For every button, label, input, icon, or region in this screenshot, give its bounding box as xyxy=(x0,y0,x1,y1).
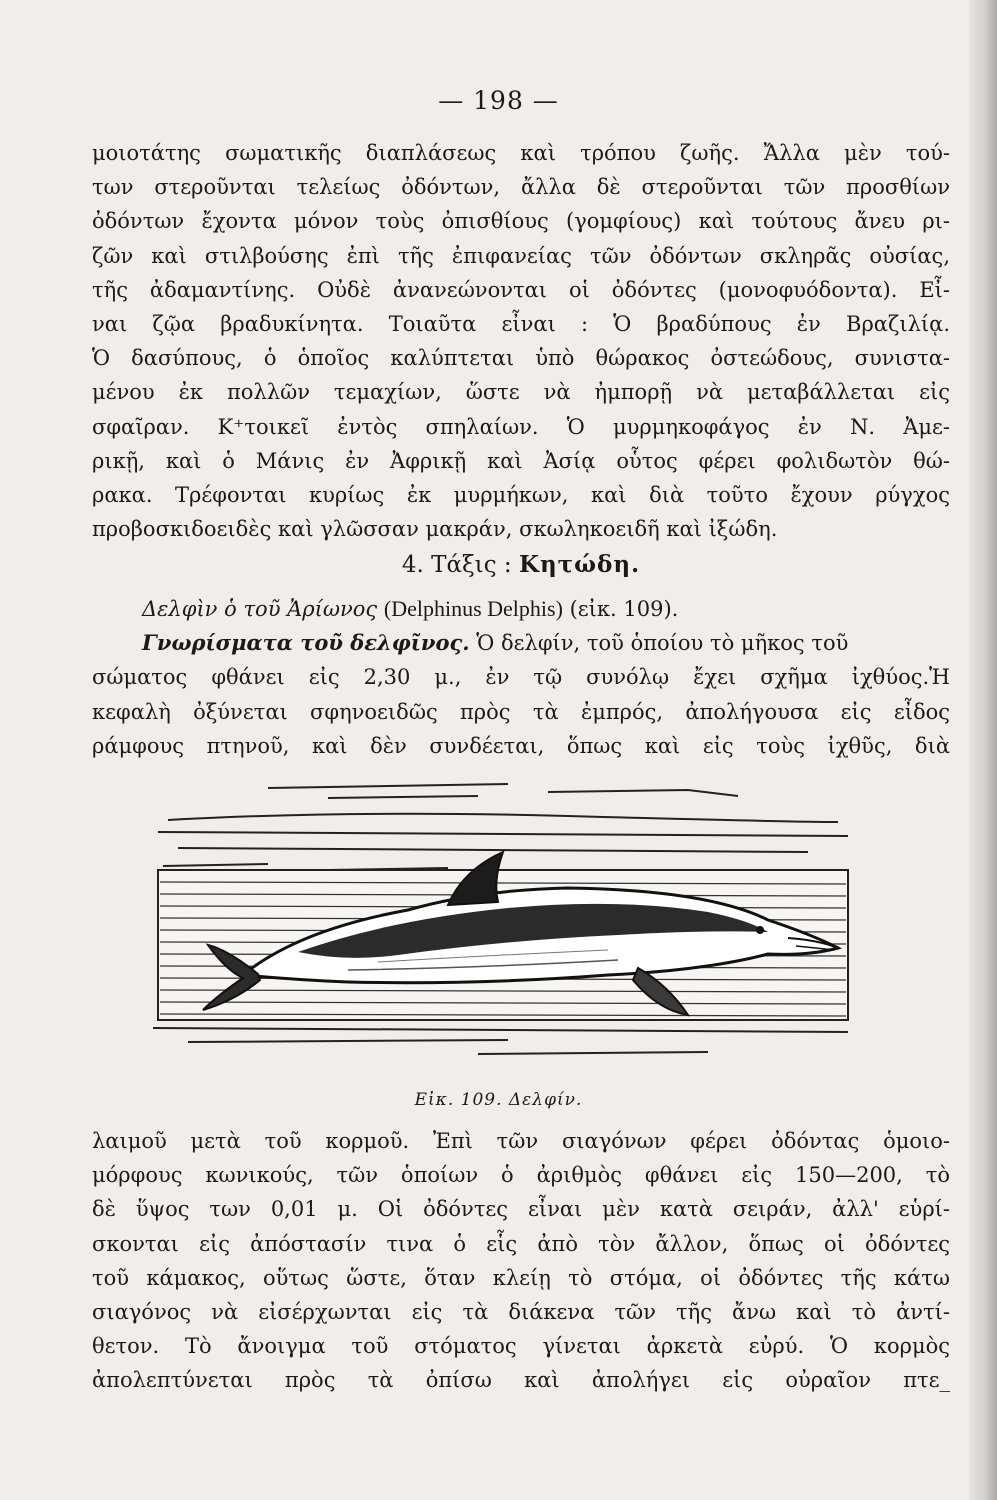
dolphin-engraving-svg xyxy=(148,770,863,1070)
text-line: σιαγόνος νὰ εἰσέρχωνται εἰς τὰ διάκενα τῶν τῆς ἄνω καὶ τὸ ἀντί- xyxy=(92,1299,950,1324)
figure-reference: (εἰκ. 109). xyxy=(569,597,679,621)
paragraph-top xyxy=(92,136,950,546)
species-latin-name: (Delphinus Delphis) xyxy=(383,596,563,621)
foreground-water-lines xyxy=(153,1028,848,1054)
text-line: ρικῇ, καὶ ὁ Μάνις ἐν Ἀφρικῇ καὶ Ἀσίᾳ οὗτος φέρει φολιδωτὸν θώ- xyxy=(92,448,950,473)
water-surface-lines xyxy=(158,784,848,870)
text-line: των στεροῦνται τελείως ὀδόντων, ἄλλα δὲ στεροῦνται τῶν προσθίων xyxy=(92,175,950,200)
text-line: Ὁ δασύπους, ὁ ὁποῖος καλύπτεται ὑπὸ θώρακος ὀστεώδους, συνιστα- xyxy=(92,346,950,371)
text-line: ρακα. Τρέφονται κυρίως ἐκ μυρμήκων, καὶ διὰ τοῦτο ἔχουν ρύγχος xyxy=(92,482,950,507)
text-line: σώματος φθάνει εἰς 2,30 μ., ἐν τῷ συνόλῳ ἔχει σχῆμα ἰχθύος.Ἡ xyxy=(92,665,950,690)
species-line xyxy=(92,592,950,626)
page-number: — 198 — xyxy=(438,86,559,115)
characteristics-text: Ὁ δελφίν, τοῦ ὁποίου τὸ μῆκος τοῦ xyxy=(476,631,849,656)
text-line: ράμφους πτηνοῦ, καὶ δὲν συνδέεται, ὅπως καὶ εἰς τοὺς ἰχθῦς, διὰ xyxy=(92,733,950,758)
text-line: δὲ ὕψος των 0,01 μ. Οἱ ὀδόντες εἶναι μὲν κατὰ σειράν, ἀλλ' εὑρί- xyxy=(92,1197,950,1222)
dolphin-illustration xyxy=(148,770,863,1070)
figure-caption: Εἰκ. 109. Δελφίν. xyxy=(414,1090,583,1110)
species-greek-name: Δελφὶν ὁ τοῦ Ἀρίωνος xyxy=(142,597,378,621)
text-line: σφαῖραν. Κ⁺τοικεῖ ἐντὸς σπηλαίων. Ὁ μυρμηκοφάγος ἐν Ν. Ἀμε- xyxy=(92,414,950,439)
characteristics-line xyxy=(92,626,950,660)
page-edge-shadow xyxy=(969,0,997,1500)
text-line: θετον. Τὸ ἄνοιγμα τοῦ στόματος γίνεται ἀρκετὰ εὐρύ. Ὁ κορμὸς xyxy=(92,1334,950,1359)
text-line: μοιοτάτης σωματικῆς διαπλάσεως καὶ τρόπου ζωῆς. Ἄλλα μὲν τού- xyxy=(92,141,950,165)
text-line: μόρφους κωνικούς, τῶν ὁποίων ὁ ἀριθμὸς φθάνει εἰς 150—200, τὸ xyxy=(92,1163,950,1188)
text-line: ζῶν καὶ στιλβούσης ἐπὶ τῆς ἐπιφανείας τῶν ὀδόντων σκληρᾶς οὐσίας, xyxy=(92,243,950,268)
text-line: κεφαλὴ ὀξύνεται σφηνοειδῶς πρὸς τὰ ἐμπρός, ἀπολήγουσα εἰς εἶδος xyxy=(92,699,950,724)
section-heading xyxy=(92,548,950,582)
text-line: τοῦ κάμακος, οὕτως ὥστε, ὅταν κλείῃ τὸ στόμα, οἱ ὀδόντες τῆς κάτω xyxy=(92,1265,950,1290)
text-line: ἀπολεπτύνεται πρὸς τὰ ὀπίσω καὶ ἀπολήγει εἰς οὐραῖον πτε_ xyxy=(92,1368,950,1393)
text-line: ὀδόντων ἔχοντα μόνον τοὺς ὀπισθίους (γομφίους) καὶ τούτους ἄνευ ρι- xyxy=(92,209,950,234)
paragraph-mid xyxy=(92,592,950,763)
text-line: λαιμοῦ μετὰ τοῦ κορμοῦ. Ἐπὶ τῶν σιαγόνων φέρει ὀδόντας ὁμοιο- xyxy=(92,1129,950,1153)
section-title: Κητώδη. xyxy=(518,551,641,578)
text-line: ναι ζῷα βραδυκίνητα. Τοιαῦτα εἶναι : Ὁ βραδύπους ἐν Βραζιλίᾳ. xyxy=(92,311,950,336)
text-line: τῆς ἀδαμαντίνης. Οὐδὲ ἀνανεώνονται οἱ ὀδόντες (μονοφυόδοντα). Εἶ- xyxy=(92,277,950,302)
paragraph-bottom xyxy=(92,1124,950,1398)
characteristics-label: Γνωρίσματα τοῦ δελφῖνος. xyxy=(142,630,470,656)
section-prefix: 4. Τάξις : xyxy=(401,552,512,578)
text-line: σκονται εἰς ἀπόστασίν τινα ὁ εἷς ἀπὸ τὸν ἄλλον, ὅπως οἱ ὀδόντες xyxy=(92,1231,950,1256)
text-line: μένου ἐκ πολλῶν τεμαχίων, ὥστε νὰ ἠμπορῇ νὰ μεταβάλλεται εἰς xyxy=(92,380,950,405)
text-line: προβοσκιδοειδὲς καὶ γλῶσσαν μακράν, σκωληκοειδῆ καὶ ἰξώδη. xyxy=(92,517,778,542)
